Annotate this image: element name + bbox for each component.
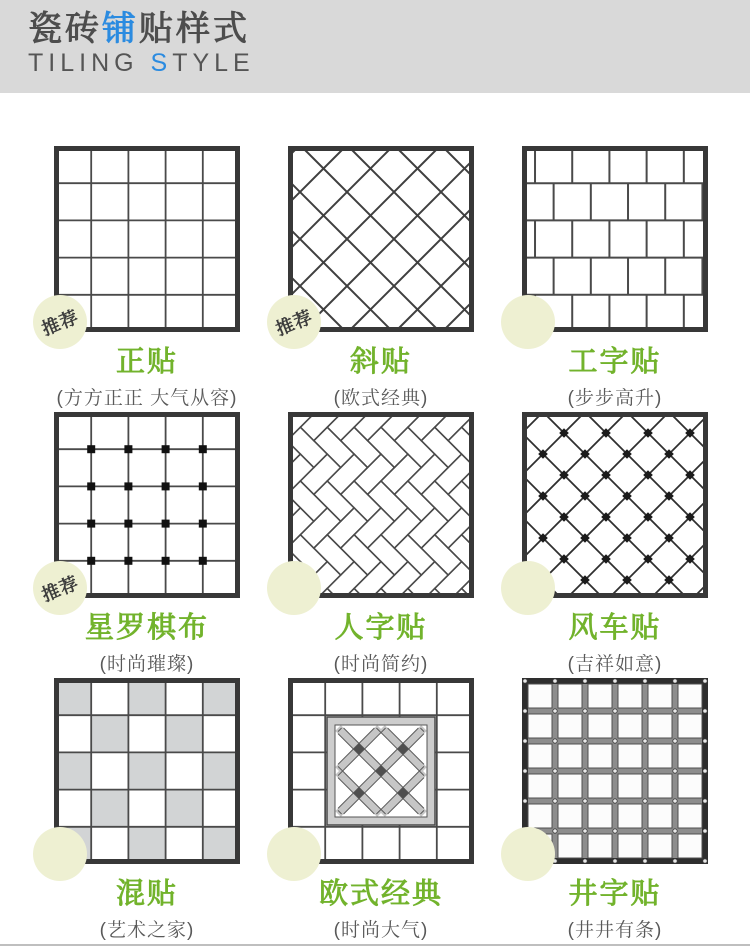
tile-name: 混贴 bbox=[115, 878, 178, 910]
grout-grid-pattern bbox=[522, 678, 708, 864]
title-part: 瓷砖 bbox=[28, 10, 102, 48]
tile-name: 星罗棋布 bbox=[84, 612, 209, 644]
subtitle-highlight: S bbox=[150, 48, 173, 77]
checkerboard-pattern bbox=[54, 678, 240, 864]
tile-name: 工字贴 bbox=[568, 346, 662, 378]
medallion-pattern bbox=[288, 678, 474, 864]
tile-name: 风车贴 bbox=[568, 612, 662, 644]
title-part: 贴样式 bbox=[139, 10, 250, 48]
tile-name: 斜贴 bbox=[349, 346, 412, 378]
tile-name: 井字贴 bbox=[568, 878, 662, 910]
tile-subtitle: (井井有条) bbox=[567, 920, 663, 941]
tile-name: 正贴 bbox=[115, 346, 178, 378]
tile-card bbox=[39, 146, 240, 409]
tile-card bbox=[522, 678, 708, 941]
brick-pattern bbox=[522, 146, 708, 332]
tile-name: 欧式经典 bbox=[318, 878, 443, 910]
tile-card bbox=[54, 678, 240, 941]
diagonal-pattern bbox=[288, 146, 474, 332]
tile-name: 人字贴 bbox=[334, 612, 428, 644]
subtitle-part: TILING bbox=[28, 48, 151, 77]
page-subtitle bbox=[28, 49, 750, 78]
tile-card bbox=[288, 412, 474, 675]
recommended-badge: 推荐 bbox=[25, 553, 95, 623]
pinwheel-pattern bbox=[522, 412, 708, 598]
recommended-badge: 推荐 bbox=[25, 287, 95, 357]
recommended-badge: 推荐 bbox=[259, 287, 329, 357]
tile-card bbox=[522, 412, 708, 675]
tile-subtitle: (时尚璀璨) bbox=[99, 654, 195, 675]
tile-card bbox=[273, 146, 474, 409]
tile-subtitle: (吉祥如意) bbox=[567, 654, 663, 675]
tile-subtitle: (方方正正 大气从容) bbox=[56, 388, 238, 409]
tile-subtitle: (时尚简约) bbox=[333, 654, 429, 675]
tile-card bbox=[39, 412, 240, 675]
grid-pattern bbox=[54, 146, 240, 332]
tile-subtitle: (步步高升) bbox=[567, 388, 663, 409]
herringbone-pattern bbox=[288, 412, 474, 598]
tile-card bbox=[522, 146, 708, 409]
grid-dots-pattern bbox=[54, 412, 240, 598]
tile-subtitle: (时尚大气) bbox=[333, 920, 429, 941]
tile-card bbox=[288, 678, 474, 941]
page-header bbox=[0, 0, 750, 93]
title-highlight: 铺 bbox=[102, 10, 139, 48]
page-title bbox=[28, 12, 750, 48]
subtitle-part: TYLE bbox=[172, 48, 255, 77]
tile-subtitle: (欧式经典) bbox=[333, 388, 429, 409]
bottom-divider bbox=[0, 944, 750, 946]
tile-subtitle: (艺术之家) bbox=[99, 920, 195, 941]
tiles-grid bbox=[39, 146, 750, 941]
